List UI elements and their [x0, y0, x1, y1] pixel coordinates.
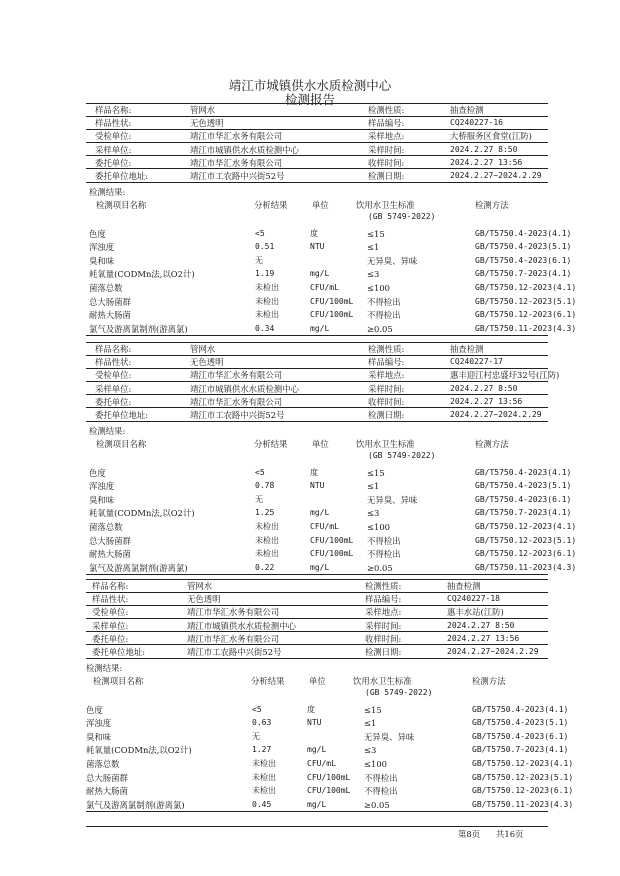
- col-header-unit: 单位: [309, 676, 326, 686]
- label-sampling-time: 采样时间:: [368, 383, 405, 394]
- value-sampling-time: 2024.2.27 8:50: [447, 620, 515, 630]
- label-sample-property: 样品性状:: [95, 357, 132, 368]
- item-std: 不得检出: [364, 786, 398, 797]
- col-header-std: 饮用水卫生标准: [356, 200, 415, 210]
- col-header-result: 分析结果: [254, 200, 288, 210]
- col-header-item: 检测项目名称: [93, 676, 144, 686]
- label-sample-name: 样品名称:: [95, 105, 132, 115]
- label-sampling-site: 采样地点:: [365, 607, 402, 618]
- rule-line: [86, 592, 548, 593]
- item-name: 耐热大肠菌: [89, 310, 131, 321]
- col-header-method: 检测方法: [475, 200, 509, 210]
- label-test-date: 检测日期:: [368, 410, 405, 420]
- item-method: GB/T5750.11-2023(4.3): [475, 562, 577, 572]
- item-method: GB/T5750.11-2023(4.3): [475, 323, 577, 333]
- item-name: 氯气及游离氯制剂(游离氯): [86, 799, 185, 810]
- label-test-date: 检测日期:: [365, 647, 402, 657]
- value-receipt-time: 2024.2.27 13:56: [450, 157, 523, 167]
- label-sampling-site: 采样地点:: [368, 131, 405, 142]
- item-method: GB/T5750.12-2023(6.1): [475, 310, 577, 320]
- label-client-address: 委托单位地址:: [95, 410, 149, 420]
- item-name: 臭和味: [89, 255, 115, 266]
- item-std: ≤15: [367, 228, 385, 239]
- value-sample-name: 管网水: [187, 581, 213, 591]
- item-std: ≤1: [364, 718, 377, 729]
- item-name: 臭和味: [86, 731, 112, 742]
- label-sampling-unit: 采样单位:: [95, 144, 132, 155]
- label-sample-property: 样品性状:: [92, 594, 129, 605]
- item-unit: CFU/100mL: [310, 549, 354, 559]
- col-header-result: 分析结果: [251, 676, 285, 686]
- item-method: GB/T5750.4-2023(6.1): [475, 494, 572, 504]
- value-sampling-time: 2024.2.27 8:50: [450, 144, 518, 154]
- value-client-unit: 靖江市华汇水务有限公司: [190, 157, 283, 168]
- item-result: 未检出: [255, 282, 279, 292]
- value-sampling-site: 惠丰迎江村忠盛圩32号(江防): [450, 370, 560, 381]
- value-receipt-time: 2024.2.27 13:56: [450, 396, 523, 406]
- item-unit: NTU: [310, 242, 325, 252]
- value-sampling-unit: 靖江市城镇供水水质检测中心: [190, 144, 299, 155]
- item-unit: mg/L: [307, 799, 327, 809]
- item-method: GB/T5750.4-2023(5.1): [475, 242, 572, 252]
- item-std: ≥0.05: [367, 323, 393, 334]
- value-sample-name: 管网水: [190, 344, 216, 354]
- rule-line: [86, 342, 548, 343]
- item-unit: CFU/mL: [307, 758, 336, 768]
- item-std: 不得检出: [367, 549, 401, 560]
- value-inspected-unit: 靖江市华汇水务有限公司: [190, 370, 283, 381]
- item-method: GB/T5750.4-2023(4.1): [475, 228, 572, 238]
- item-result: 1.27: [252, 745, 272, 755]
- item-name: 菌落总数: [89, 521, 123, 532]
- item-method: GB/T5750.11-2023(4.3): [472, 799, 574, 809]
- value-test-date: 2024.2.27~2024.2.29: [447, 647, 539, 656]
- rule-line: [86, 618, 548, 619]
- page-total: 共16页: [496, 829, 524, 839]
- value-sampling-site: 惠丰水站(江防): [447, 607, 504, 618]
- item-std: ≤1: [367, 242, 380, 253]
- label-sampling-site: 采样地点:: [368, 370, 405, 381]
- item-unit: CFU/100mL: [307, 772, 351, 782]
- item-unit: mg/L: [307, 745, 327, 755]
- item-name: 耐热大肠菌: [89, 549, 131, 560]
- item-method: GB/T5750.12-2023(5.1): [475, 535, 577, 545]
- results-label: 检测结果:: [89, 426, 126, 436]
- item-result: 未检出: [255, 535, 279, 545]
- item-method: GB/T5750.12-2023(6.1): [472, 786, 574, 796]
- item-name: 耗氧量(CODMn法,以O2计): [89, 508, 195, 519]
- item-std: 不得检出: [367, 535, 401, 546]
- label-test-nature: 检测性质:: [365, 581, 402, 591]
- footer-rule: [86, 826, 548, 827]
- col-header-std: 饮用水卫生标准: [356, 439, 415, 449]
- value-test-nature: 抽查检测: [450, 344, 484, 354]
- col-header-std-code: (GB 5749-2022): [368, 212, 436, 221]
- item-name: 浑浊度: [89, 242, 115, 253]
- item-method: GB/T5750.12-2023(6.1): [475, 549, 577, 559]
- page-number: 第8页: [458, 829, 481, 839]
- label-sampling-time: 采样时间:: [368, 144, 405, 155]
- item-method: GB/T5750.12-2023(5.1): [475, 296, 577, 306]
- label-sample-property: 样品性状:: [95, 118, 132, 129]
- item-std: ≤3: [364, 745, 377, 756]
- item-method: GB/T5750.12-2023(5.1): [472, 772, 574, 782]
- label-inspected-unit: 受检单位:: [95, 370, 132, 381]
- value-test-date: 2024.2.27~2024.2.29: [450, 410, 542, 419]
- value-sample-no: CQ240227-17: [450, 357, 503, 367]
- rule-line: [86, 421, 548, 422]
- label-client-address: 委托单位地址:: [92, 647, 146, 657]
- item-result: 0.34: [255, 323, 275, 333]
- rule-line: [86, 658, 548, 659]
- rule-line: [86, 355, 548, 356]
- item-std: ≤1: [367, 481, 380, 492]
- item-unit: CFU/100mL: [310, 296, 354, 306]
- results-label: 检测结果:: [89, 187, 126, 197]
- rule-line: [86, 129, 548, 130]
- item-result: 无: [255, 255, 263, 265]
- item-name: 氯气及游离氯制剂(游离氯): [89, 562, 188, 573]
- item-name: 总大肠菌群: [86, 772, 128, 783]
- label-receipt-time: 收样时间:: [365, 633, 402, 644]
- item-result: 0.22: [255, 562, 275, 572]
- value-sampling-unit: 靖江市城镇供水水质检测中心: [187, 620, 296, 631]
- col-header-std-code: (GB 5749-2022): [365, 688, 433, 697]
- item-result: 未检出: [252, 786, 276, 796]
- value-test-nature: 抽查检测: [447, 581, 481, 591]
- item-result: <5: [255, 467, 265, 477]
- value-inspected-unit: 靖江市华汇水务有限公司: [190, 131, 283, 142]
- rule-line: [86, 335, 548, 336]
- item-result: 1.19: [255, 269, 275, 279]
- rule-line: [86, 116, 548, 117]
- item-result: 无: [252, 731, 260, 741]
- item-std: ≤100: [364, 758, 388, 769]
- item-std: ≤15: [367, 467, 385, 478]
- item-name: 氯气及游离氯制剂(游离氯): [89, 323, 188, 334]
- item-unit: 度: [307, 704, 315, 714]
- item-method: GB/T5750.4-2023(4.1): [472, 704, 569, 714]
- item-unit: CFU/mL: [310, 282, 339, 292]
- item-result: 未检出: [252, 772, 276, 782]
- item-result: 1.25: [255, 508, 275, 518]
- item-result: 未检出: [255, 549, 279, 559]
- item-std: ≤100: [367, 282, 391, 293]
- item-unit: CFU/100mL: [307, 786, 351, 796]
- item-std: 无异臭、异味: [364, 731, 415, 742]
- label-client-unit: 委托单位:: [95, 157, 132, 168]
- label-test-nature: 检测性质:: [368, 344, 405, 354]
- item-std: ≤100: [367, 521, 391, 532]
- col-header-method: 检测方法: [475, 439, 509, 449]
- item-name: 耐热大肠菌: [86, 786, 128, 797]
- col-header-std: 饮用水卫生标准: [353, 676, 412, 686]
- item-result: 无: [255, 494, 263, 504]
- label-receipt-time: 收样时间:: [368, 157, 405, 168]
- rule-line: [86, 605, 548, 606]
- item-result: 未检出: [255, 310, 279, 320]
- label-client-unit: 委托单位:: [92, 633, 129, 644]
- value-sample-name: 管网水: [190, 105, 216, 115]
- item-name: 浑浊度: [89, 481, 115, 492]
- item-unit: NTU: [307, 718, 322, 728]
- value-sample-property: 无色透明: [187, 594, 221, 605]
- item-name: 浑浊度: [86, 718, 112, 729]
- item-std: 不得检出: [367, 296, 401, 307]
- rule-line: [86, 631, 548, 632]
- item-result: 0.63: [252, 718, 272, 728]
- rule-line: [86, 368, 548, 369]
- label-client-unit: 委托单位:: [95, 396, 132, 407]
- item-result: <5: [252, 704, 262, 714]
- label-inspected-unit: 受检单位:: [92, 607, 129, 618]
- item-method: GB/T5750.12-2023(4.1): [475, 282, 577, 292]
- value-sample-no: CQ240227-18: [447, 594, 500, 604]
- rule-line: [86, 811, 548, 812]
- item-std: ≤15: [364, 704, 382, 715]
- item-result: <5: [255, 228, 265, 238]
- rule-line: [86, 394, 548, 395]
- item-unit: mg/L: [310, 323, 330, 333]
- item-name: 菌落总数: [89, 282, 123, 293]
- item-name: 色度: [89, 467, 106, 478]
- col-header-result: 分析结果: [254, 439, 288, 449]
- item-method: GB/T5750.7-2023(4.1): [475, 508, 572, 518]
- item-name: 臭和味: [89, 494, 115, 505]
- rule-line: [86, 168, 548, 169]
- item-method: GB/T5750.4-2023(4.1): [475, 467, 572, 477]
- item-method: GB/T5750.12-2023(4.1): [472, 758, 574, 768]
- item-method: GB/T5750.4-2023(5.1): [475, 481, 572, 491]
- col-header-item: 检测项目名称: [96, 200, 147, 210]
- value-client-unit: 靖江市华汇水务有限公司: [190, 396, 283, 407]
- label-test-date: 检测日期:: [368, 171, 405, 181]
- item-std: ≥0.05: [364, 799, 390, 810]
- item-result: 未检出: [252, 758, 276, 768]
- value-test-date: 2024.2.27~2024.2.29: [450, 171, 542, 180]
- label-test-nature: 检测性质:: [368, 105, 405, 115]
- item-result: 0.78: [255, 481, 275, 491]
- value-sampling-time: 2024.2.27 8:50: [450, 383, 518, 393]
- item-result: 0.45: [252, 799, 272, 809]
- item-method: GB/T5750.4-2023(5.1): [472, 718, 569, 728]
- rule-line: [86, 407, 548, 408]
- item-unit: mg/L: [310, 508, 330, 518]
- item-std: ≥0.05: [367, 562, 393, 573]
- report-org-title: 靖江市城镇供水水质检测中心: [228, 78, 392, 93]
- item-result: 未检出: [255, 296, 279, 306]
- value-sample-property: 无色透明: [190, 357, 224, 368]
- col-header-unit: 单位: [312, 200, 329, 210]
- item-unit: mg/L: [310, 562, 330, 572]
- rule-line: [86, 182, 548, 183]
- item-name: 耗氧量(CODMn法,以O2计): [86, 745, 192, 756]
- item-std: ≤3: [367, 508, 380, 519]
- value-client-address: 靖江市工农路中兴街52号: [187, 647, 282, 657]
- item-result: 未检出: [255, 521, 279, 531]
- item-unit: CFU/100mL: [310, 310, 354, 320]
- item-std: 无异臭、异味: [367, 255, 418, 266]
- label-sampling-time: 采样时间:: [365, 620, 402, 631]
- item-std: 无异臭、异味: [367, 494, 418, 505]
- rule-line: [86, 579, 548, 580]
- value-sampling-site: 大桥服务区食堂(江防): [450, 131, 532, 142]
- item-method: GB/T5750.7-2023(4.1): [475, 269, 572, 279]
- value-receipt-time: 2024.2.27 13:56: [447, 633, 520, 643]
- item-name: 总大肠菌群: [89, 535, 131, 546]
- rule-line: [86, 142, 548, 143]
- report-title: 检测报告: [284, 92, 335, 107]
- value-inspected-unit: 靖江市华汇水务有限公司: [187, 607, 280, 618]
- col-header-unit: 单位: [312, 439, 329, 449]
- col-header-std-code: (GB 5749-2022): [368, 451, 436, 460]
- value-sampling-unit: 靖江市城镇供水水质检测中心: [190, 383, 299, 394]
- item-name: 总大肠菌群: [89, 296, 131, 307]
- item-name: 色度: [89, 228, 106, 239]
- item-unit: CFU/100mL: [310, 535, 354, 545]
- item-name: 菌落总数: [86, 758, 120, 769]
- value-client-unit: 靖江市华汇水务有限公司: [187, 633, 280, 644]
- item-method: GB/T5750.12-2023(4.1): [475, 521, 577, 531]
- rule-line: [86, 381, 548, 382]
- value-sample-property: 无色透明: [190, 118, 224, 129]
- label-receipt-time: 收样时间:: [368, 396, 405, 407]
- rule-line: [86, 574, 548, 575]
- item-method: GB/T5750.4-2023(6.1): [472, 731, 569, 741]
- item-std: 不得检出: [367, 310, 401, 321]
- item-std: ≤3: [367, 269, 380, 280]
- value-sample-no: CQ240227-16: [450, 118, 503, 128]
- label-client-address: 委托单位地址:: [95, 171, 149, 181]
- label-sample-name: 样品名称:: [92, 581, 129, 591]
- item-unit: 度: [310, 228, 318, 238]
- label-sample-no: 样品编号:: [365, 594, 402, 605]
- rule-line: [86, 644, 548, 645]
- rule-line: [86, 155, 548, 156]
- rule-line: [86, 103, 548, 104]
- col-header-method: 检测方法: [472, 676, 506, 686]
- label-sampling-unit: 采样单位:: [92, 620, 129, 631]
- value-client-address: 靖江市工农路中兴街52号: [190, 171, 285, 181]
- item-unit: NTU: [310, 481, 325, 491]
- item-unit: 度: [310, 467, 318, 477]
- item-unit: CFU/mL: [310, 521, 339, 531]
- label-sample-name: 样品名称:: [95, 344, 132, 354]
- label-inspected-unit: 受检单位:: [95, 131, 132, 142]
- item-result: 0.51: [255, 242, 275, 252]
- results-label: 检测结果:: [86, 663, 123, 673]
- label-sample-no: 样品编号:: [368, 118, 405, 129]
- item-method: GB/T5750.4-2023(6.1): [475, 255, 572, 265]
- item-method: GB/T5750.7-2023(4.1): [472, 745, 569, 755]
- item-name: 耗氧量(CODMn法,以O2计): [89, 269, 195, 280]
- item-unit: mg/L: [310, 269, 330, 279]
- label-sampling-unit: 采样单位:: [95, 383, 132, 394]
- item-name: 色度: [86, 704, 103, 715]
- value-test-nature: 抽查检测: [450, 105, 484, 115]
- label-sample-no: 样品编号:: [368, 357, 405, 368]
- item-std: 不得检出: [364, 772, 398, 783]
- value-client-address: 靖江市工农路中兴街52号: [190, 410, 285, 420]
- col-header-item: 检测项目名称: [96, 439, 147, 449]
